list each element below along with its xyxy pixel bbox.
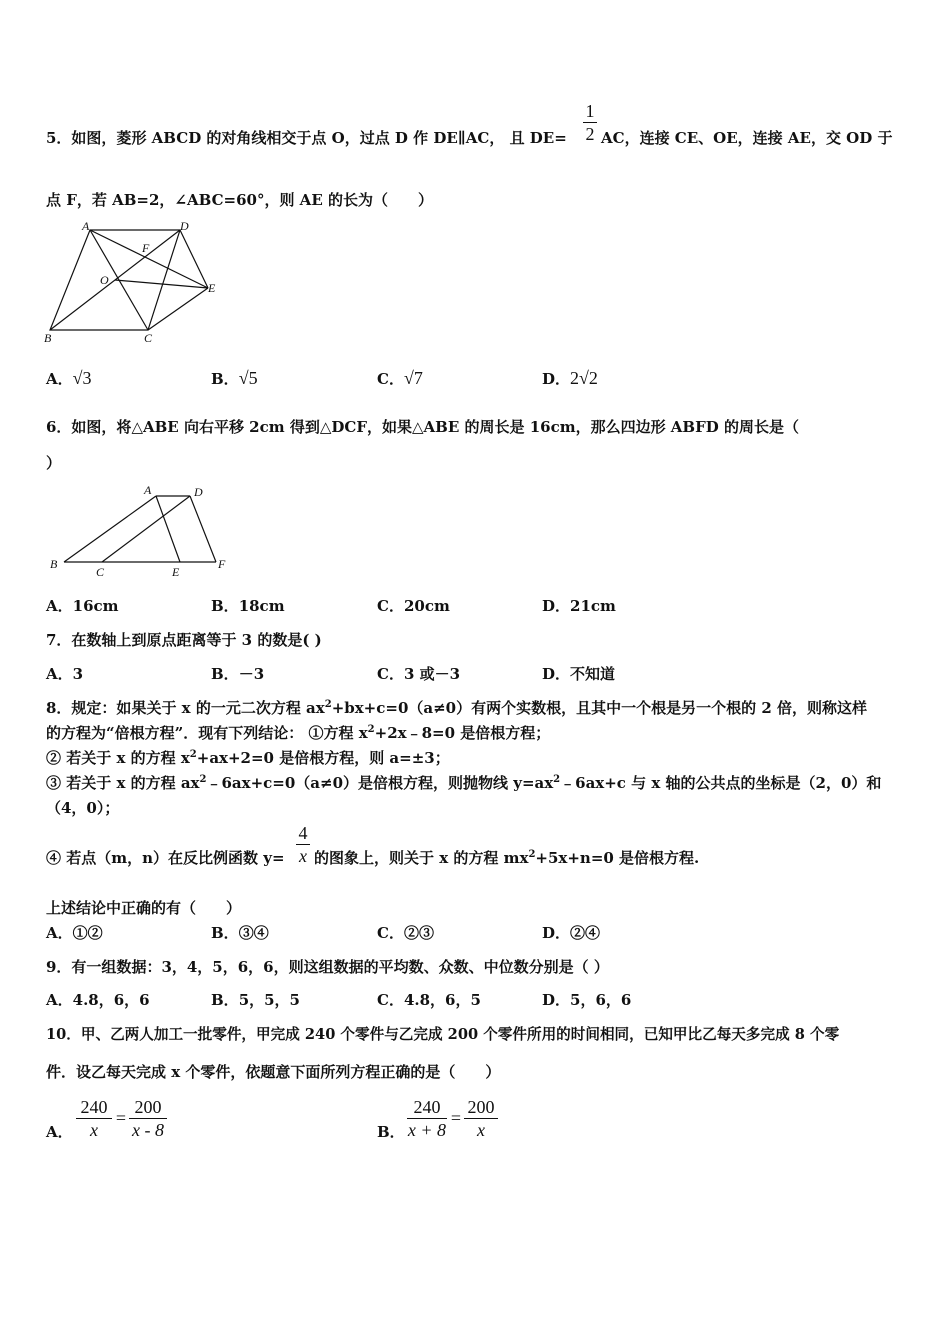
q7-option-d[interactable] (542, 664, 615, 684)
q8-line6a: ④ 若点（m，n）在反比例函数 y= (46, 849, 285, 867)
q5-label-o: O (100, 273, 109, 287)
q9-line1: 9．有一组数据：3，4，5，6，6，则这组数据的平均数、众数、中位数分别是（ ） (46, 958, 609, 976)
q8-line4 (46, 773, 881, 793)
q10-option-a-d1: x (90, 1120, 98, 1140)
q10-option-b-n1: 240 (413, 1097, 441, 1117)
q6-line1: 6．如图，将△ABE 向右平移 2cm 得到△DCF，如果△ABE 的周长是 16cm，那么四边形 ABFD 的周长是（ (46, 418, 799, 436)
q8-line1-b: +bx+c=0（a≠0）有两个实数根，且其中一个根是另一个根的 2 倍，则称这样 (331, 699, 868, 717)
q9-option-b-value: 5，5，5 (238, 991, 300, 1009)
q10-option-a-n1: 240 (80, 1097, 108, 1117)
q6-option-a-value: 16cm (72, 597, 119, 615)
q6-label-f: F (218, 557, 226, 571)
q6-option-b[interactable] (211, 596, 285, 616)
q5-label-b: B (44, 331, 52, 345)
q6-option-d-label: D． (542, 597, 571, 615)
q6-label-b: B (50, 557, 58, 571)
q5-option-c[interactable] (377, 368, 423, 389)
q8-sup-4: 2 (199, 774, 207, 785)
q10-option-b-d2: x (477, 1120, 485, 1140)
q8-line4-c: ﹣6ax+c 与 x 轴的公共点的坐标是（2，0）和 (560, 774, 882, 792)
q6-option-d[interactable] (542, 596, 616, 616)
q5-label-d: D (180, 219, 189, 233)
q5-label-e: E (208, 281, 216, 295)
q5-option-c-value: √7 (403, 368, 423, 388)
q5-option-d-value: 2√2 (570, 368, 598, 388)
q5-frac-num: 1 (585, 101, 595, 121)
q5-line2: 点 F，若 AB=2，∠ABC=60°，则 AE 的长为（ ） (46, 191, 433, 209)
q5-line1a: 5．如图，菱形 ABCD 的对角线相交于点 O，过点 D 作 DE∥AC， 且 DE= (46, 129, 567, 147)
q8-option-a-label: A． (46, 924, 73, 942)
q8-line6-c: +5x+n=0 是倍根方程. (535, 849, 700, 867)
q9-option-d[interactable] (542, 990, 631, 1010)
q5-option-c-label: C． (377, 370, 404, 388)
q6-option-b-value: 18cm (238, 597, 285, 615)
q10-option-a-eq: = (115, 1108, 127, 1128)
q9-option-a-label: A． (46, 991, 73, 1009)
q9-option-a[interactable] (46, 990, 150, 1010)
q6-label-e: E (172, 565, 180, 578)
q7-line1: 7．在数轴上到原点距离等于 3 的数是( ) (46, 631, 322, 649)
q10-option-a-d2: x - 8 (132, 1120, 164, 1140)
q10-option-b-label[interactable]: B． (377, 1123, 405, 1141)
q8-line2-a: 的方程为“倍根方程”．现有下列结论： ①方程 x (46, 724, 368, 742)
q5-option-d-label: D． (542, 370, 571, 388)
q9-option-a-value: 4.8，6，6 (72, 991, 150, 1009)
q8-option-c-label: C． (377, 924, 404, 942)
q5-option-b-value: √5 (238, 368, 258, 388)
q7-option-d-label: D． (542, 665, 571, 683)
q8-line2 (46, 723, 550, 743)
q6-option-c[interactable] (377, 596, 450, 616)
q8-sup-5: 2 (553, 774, 561, 785)
q5-option-a-label: A． (46, 370, 73, 388)
q10-line1: 10．甲、乙两人加工一批零件，甲完成 240 个零件与乙完成 200 个零件所用的时间相同，已知甲比乙每天多完成 8 个零 (46, 1026, 840, 1043)
q8-option-d[interactable] (542, 923, 600, 943)
q8-sup-2: 2 (367, 724, 375, 735)
q7-option-a[interactable] (46, 664, 83, 684)
q10-option-a-n2: 200 (134, 1097, 162, 1117)
q9-option-c-label: C． (377, 991, 404, 1009)
q10-option-b-frac2 (464, 1096, 498, 1141)
q9-option-c[interactable] (377, 990, 481, 1010)
q8-fraction (296, 822, 310, 867)
q8-line4-b: ﹣6ax+c=0（a≠0）是倍根方程，则抛物线 y=ax (206, 774, 554, 792)
q6-option-c-label: C． (377, 597, 404, 615)
q5-option-b[interactable] (211, 368, 258, 389)
q5-option-a[interactable] (46, 368, 92, 389)
q9-option-b-label: B． (211, 991, 239, 1009)
q9-option-d-value: 5，6，6 (570, 991, 632, 1009)
q5-frac-den: 2 (585, 124, 595, 144)
q9-option-d-label: D． (542, 991, 571, 1009)
q9-option-b[interactable] (211, 990, 300, 1010)
q8-line6b (314, 848, 699, 868)
q6-option-c-value: 20cm (403, 597, 450, 615)
q8-sup-1: 2 (324, 699, 332, 710)
q8-sup-3: 2 (189, 749, 197, 760)
q7-option-b[interactable] (211, 664, 264, 684)
q7-option-a-value: 3 (72, 665, 84, 683)
q8-line3 (46, 748, 450, 768)
q8-line7: 上述结论中正确的有（ ） (46, 899, 242, 917)
q8-line1-a: 8．规定：如果关于 x 的一元二次方程 ax (46, 699, 325, 717)
q10-option-a-frac1 (76, 1096, 112, 1141)
q7-option-c-value: 3 或－3 (403, 665, 461, 683)
q5-label-c: C (144, 331, 153, 345)
q8-line1 (46, 698, 867, 718)
q7-option-c[interactable] (377, 664, 460, 684)
q8-option-b[interactable] (211, 923, 269, 943)
q7-option-c-label: C． (377, 665, 404, 683)
q7-option-b-label: B． (211, 665, 239, 683)
q5-fraction (583, 100, 597, 145)
q5-option-a-value: √3 (72, 368, 92, 388)
q8-frac-num: 4 (298, 823, 308, 843)
q6-line2: ） (46, 454, 62, 472)
q5-rhombus-figure (42, 218, 232, 346)
q8-line3-b: +ax+2=0 是倍根方程，则 a=±3； (196, 749, 450, 767)
q8-option-b-label: B． (211, 924, 239, 942)
q6-label-a: A (144, 483, 152, 497)
q8-option-c[interactable] (377, 923, 434, 943)
q8-line6-b: 的图象上，则关于 x 的方程 mx (314, 849, 529, 867)
q5-option-b-label: B． (211, 370, 239, 388)
q10-option-b-frac1 (407, 1096, 447, 1141)
q9-option-c-value: 4.8，6，5 (403, 991, 481, 1009)
q8-option-c-value: ②③ (403, 924, 434, 942)
q8-line2-b: +2x﹣8=0 是倍根方程； (374, 724, 551, 742)
q6-translation-figure (42, 478, 242, 578)
q6-option-a-label: A． (46, 597, 73, 615)
q10-option-b-d1: x + 8 (407, 1120, 447, 1140)
q8-sup-6: 2 (528, 849, 536, 860)
q6-label-d: D (194, 485, 203, 499)
q7-option-b-value: －3 (238, 665, 265, 683)
q8-option-a[interactable] (46, 923, 103, 943)
q8-option-d-value: ②④ (570, 924, 601, 942)
q10-line2: 件．设乙每天完成 x 个零件，依题意下面所列方程正确的是（ ） (46, 1063, 501, 1081)
q8-line4-a: ③ 若关于 x 的方程 ax (46, 774, 200, 792)
q8-frac-den: x (299, 846, 307, 866)
q10-option-a-label[interactable]: A． (46, 1123, 73, 1141)
q7-option-d-value: 不知道 (570, 665, 616, 683)
q6-option-a[interactable] (46, 596, 119, 616)
q6-option-b-label: B． (211, 597, 239, 615)
q5-line1b: AC，连接 CE、OE，连接 AE，交 OD 于 (601, 129, 893, 147)
q8-line3-a: ② 若关于 x 的方程 x (46, 749, 190, 767)
q10-option-a-frac2 (129, 1096, 167, 1141)
q8-line5: （4，0）； (46, 799, 120, 817)
q5-label-f: F (142, 241, 150, 255)
q6-label-c: C (96, 565, 105, 578)
q10-option-b-eq: = (450, 1108, 462, 1128)
q10-option-b-n2: 200 (467, 1097, 495, 1117)
q5-label-a: A (82, 219, 90, 233)
q8-option-a-value: ①② (72, 924, 103, 942)
q8-option-d-label: D． (542, 924, 571, 942)
q5-option-d[interactable] (542, 368, 598, 389)
q7-option-a-label: A． (46, 665, 73, 683)
q6-option-d-value: 21cm (570, 597, 616, 615)
q8-option-b-value: ③④ (238, 924, 269, 942)
